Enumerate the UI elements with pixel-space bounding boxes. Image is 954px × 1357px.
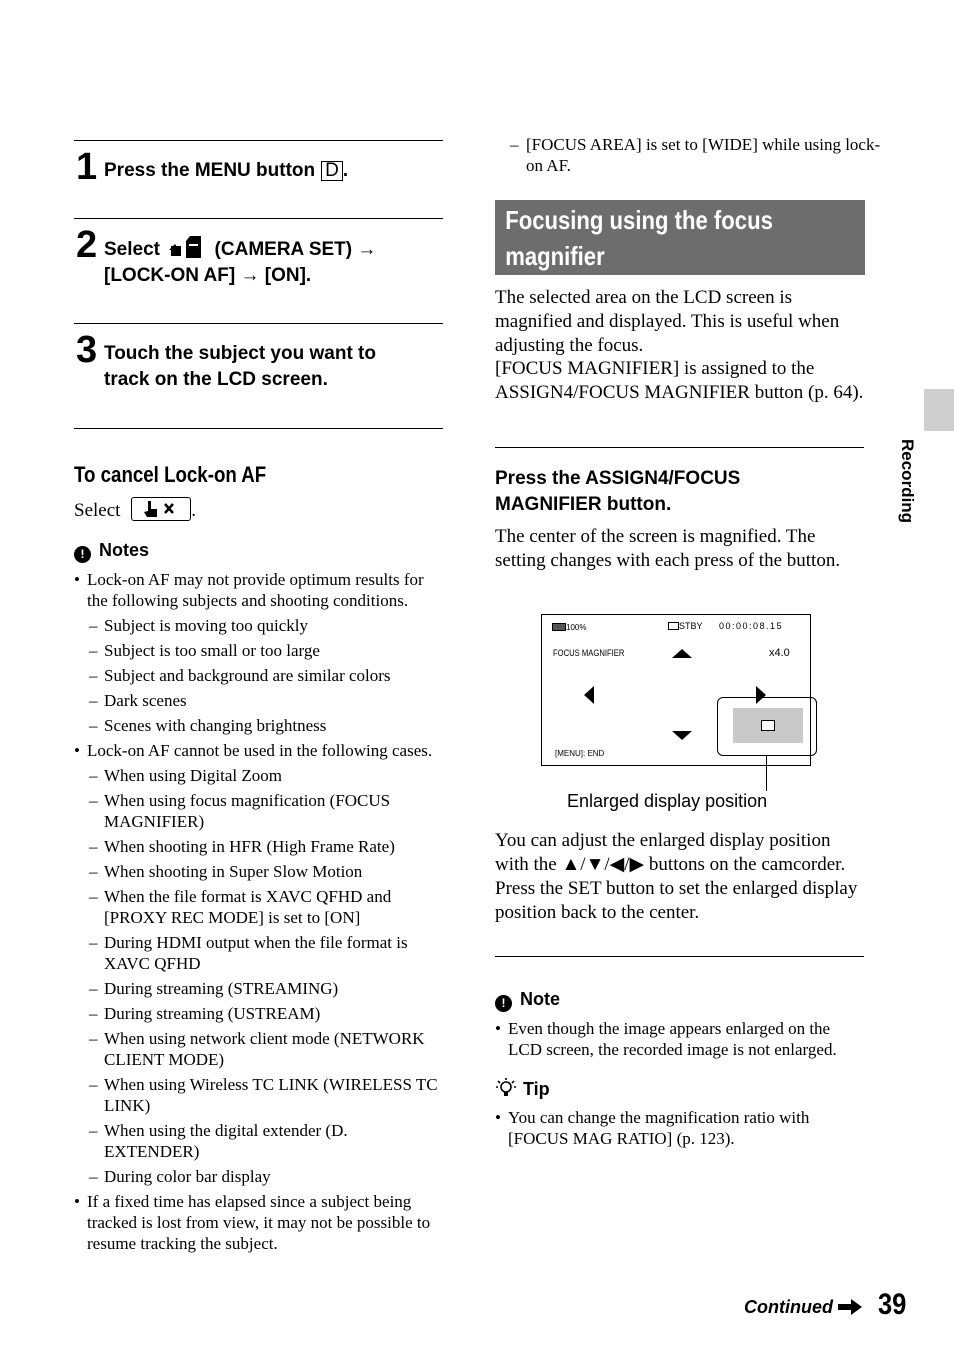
up-arrow-icon [672,649,692,658]
list-item: – Subject and background are similar colors [74,665,442,686]
arrow-right-icon [838,1299,862,1315]
divider [74,323,443,324]
step-3-line1: Touch the subject you want to [104,343,376,364]
note-heading: Note [520,989,560,1009]
press-heading: Press the ASSIGN4/FOCUS MAGNIFIER button. [495,468,741,515]
section-intro: The selected area on the LCD screen is magnified and displayed. This is useful when adjusting the focus. [495,287,840,356]
tip-heading-row [495,1077,550,1100]
list-item: – When using the digital extender (D. EXTENDER) [74,1120,442,1162]
status-indicator [668,621,703,631]
step-1-text [104,158,348,184]
continued-label [744,1297,862,1318]
cancel-period: . [191,500,196,521]
callout-frame [717,697,817,756]
list-item: – Dark scenes [74,690,442,711]
list-item: – Subject is moving too quickly [74,615,442,636]
down-arrow-icon [672,731,692,740]
section-tab [924,389,954,431]
mode-label: FOCUS MAGNIFIER [553,648,625,658]
continued-text: Continued [744,1297,833,1317]
cancel-heading: To cancel Lock-on AF [74,462,267,487]
lock-cancel-button-icon [131,497,191,521]
note-heading-row [495,989,560,1012]
step-3-line2: track on the LCD screen. [104,369,328,390]
list-item: – During HDMI output when the file format is XAVC QFHD [74,932,442,974]
lightbulb-icon [495,1077,517,1099]
divider [74,140,443,141]
left-arrow-icon [584,686,594,704]
list-item: – When shooting in Super Slow Motion [74,861,442,882]
list-item: – When using network client mode (NETWORK CLIENT MODE) [74,1028,442,1070]
list-item: • Lock-on AF cannot be used in the following cases. [74,740,442,761]
dash: – [510,135,519,154]
tip-list [495,1107,867,1149]
battery-level: 100% [566,623,587,632]
list-item: – Scenes with changing brightness [74,715,442,736]
step-1-end: . [342,160,349,181]
notes-heading-row [74,540,149,563]
tip-heading: Tip [523,1079,550,1099]
battery-indicator [552,623,586,632]
list-item: – When using Digital Zoom [74,765,442,786]
list-item: – During streaming (USTREAM) [74,1003,442,1024]
menu-end-label: [MENU]: END [555,749,605,758]
page-number: 39 [878,1288,907,1321]
note-list [495,1018,867,1060]
adjust-text: You can adjust the enlarged display position with the ▲/▼/◀/▶ buttons on the camcorder. Press the SET button to set the enlarged display position back to the center. [495,830,858,923]
step-2-text [104,236,434,289]
select-label: Select [74,500,121,521]
step-1-number: 1 [76,146,98,188]
warning-icon: ! [74,546,91,563]
list-item: – When using focus magnification (FOCUS MAGNIFIER) [74,790,442,832]
step-2-post: (CAMERA SET) → [214,239,377,260]
list-item: • You can change the magnification ratio with [FOCUS MAG RATIO] (p. 123). [495,1107,867,1149]
press-text: The center of the screen is magnified. The setting changes with each press of the button. [495,526,841,571]
right-top-note-text: [FOCUS AREA] is set to [WIDE] while using lock-on AF. [526,135,881,175]
list-item: – When using Wireless TC LINK (WIRELESS TC LINK) [74,1074,442,1116]
step-3-text [104,341,434,393]
step-2-line2: [LOCK-ON AF] → [ON]. [104,265,312,286]
warning-icon: ! [495,995,512,1012]
step-2-pre: Select [104,239,160,260]
timecode: 00:00:08.15 [719,621,784,631]
list-item: – When shooting in HFR (High Frame Rate) [74,836,442,857]
list-item: – During streaming (STREAMING) [74,978,442,999]
cancel-line [74,497,196,523]
list-item: • Lock-on AF may not provide optimum results for the following subjects and shooting conditions. [74,569,442,611]
battery-icon [552,623,566,631]
zoom-level: x4.0 [769,647,790,659]
menu-key-label: D [321,161,343,181]
divider [74,218,443,219]
list-item: • If a fixed time has elapsed since a subject being tracked is lost from view, it may not be possible to resume tracking the subject. [74,1191,442,1254]
list-item: – Subject is too small or too large [74,640,442,661]
side-section-label: Recording [898,439,917,524]
section-banner [495,200,865,275]
notes-heading: Notes [99,540,150,560]
step-3-number: 3 [76,329,98,371]
divider [74,428,443,429]
lcd-caption: Enlarged display position [567,791,768,811]
callout-line [766,755,767,791]
notes-list [74,569,442,1254]
list-item: – During color bar display [74,1166,442,1187]
camera-set-icon [169,236,205,260]
media-icon [668,622,679,630]
status-text: STBY [679,621,703,631]
section-assign: [FOCUS MAGNIFIER] is assigned to the ASSIGN4/FOCUS MAGNIFIER button (p. 64). [495,358,864,403]
list-item: • Even though the image appears enlarged on the LCD screen, the recorded image is not enlarged. [495,1018,867,1060]
section-title: Focusing using the focus magnifier [505,205,773,271]
step-1-label: Press the MENU button [104,160,316,181]
right-top-note [510,134,886,176]
divider [495,956,864,957]
divider [495,447,864,448]
list-item: – When the file format is XAVC QFHD and [PROXY REC MODE] is set to [ON] [74,886,442,928]
step-2-number: 2 [76,224,98,266]
